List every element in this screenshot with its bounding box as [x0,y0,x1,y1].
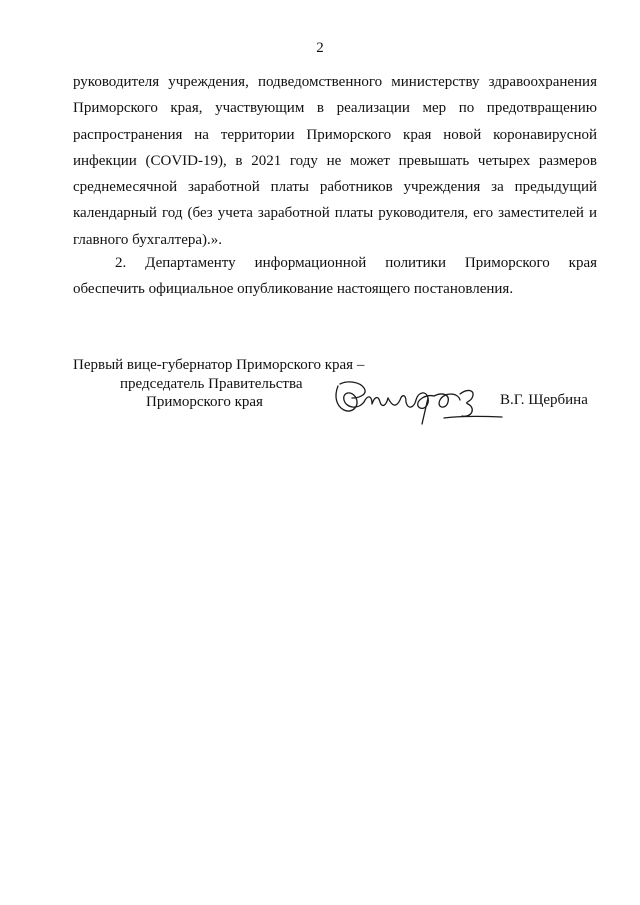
signatory-position-line: Приморского края [146,394,263,410]
page-number: 2 [316,40,324,56]
paragraph-2-line: обеспечить официальное опубликование настоящего постановления. [73,281,514,298]
handwritten-signature [330,372,510,432]
paragraph-1-line: Приморского края, участвующим в реализации мер по предотвращению [73,100,597,117]
paragraph-1-line: календарный год (без учета заработной платы руководителя, его заместителей и [73,205,597,222]
signatory-position [73,356,364,412]
signatory-position-line: Первый вице-губернатор Приморского края – [73,357,365,373]
signer-name: В.Г. Щербина [500,392,588,408]
paragraph-1-line: главного бухгалтера).». [73,231,223,248]
signatory-position-line: председатель Правительства [120,375,303,392]
paragraph-2-line: 2. Департаменту информационной политики Приморского края [115,255,597,271]
paragraph-1-line: среднемесячной заработной платы работников учреждения за предыдущий [73,179,597,196]
paragraph-1 [73,69,597,253]
paragraph-1-line: распространения на территории Приморского края новой коронавирусной [73,126,597,143]
paragraph-1-line: инфекции (COVID-19), в 2021 году не может превышать четырех размеров [73,152,597,169]
paragraph-1-line: руководителя учреждения, подведомственного министерству здравоохранения [73,74,597,90]
paragraph-2 [73,250,597,303]
